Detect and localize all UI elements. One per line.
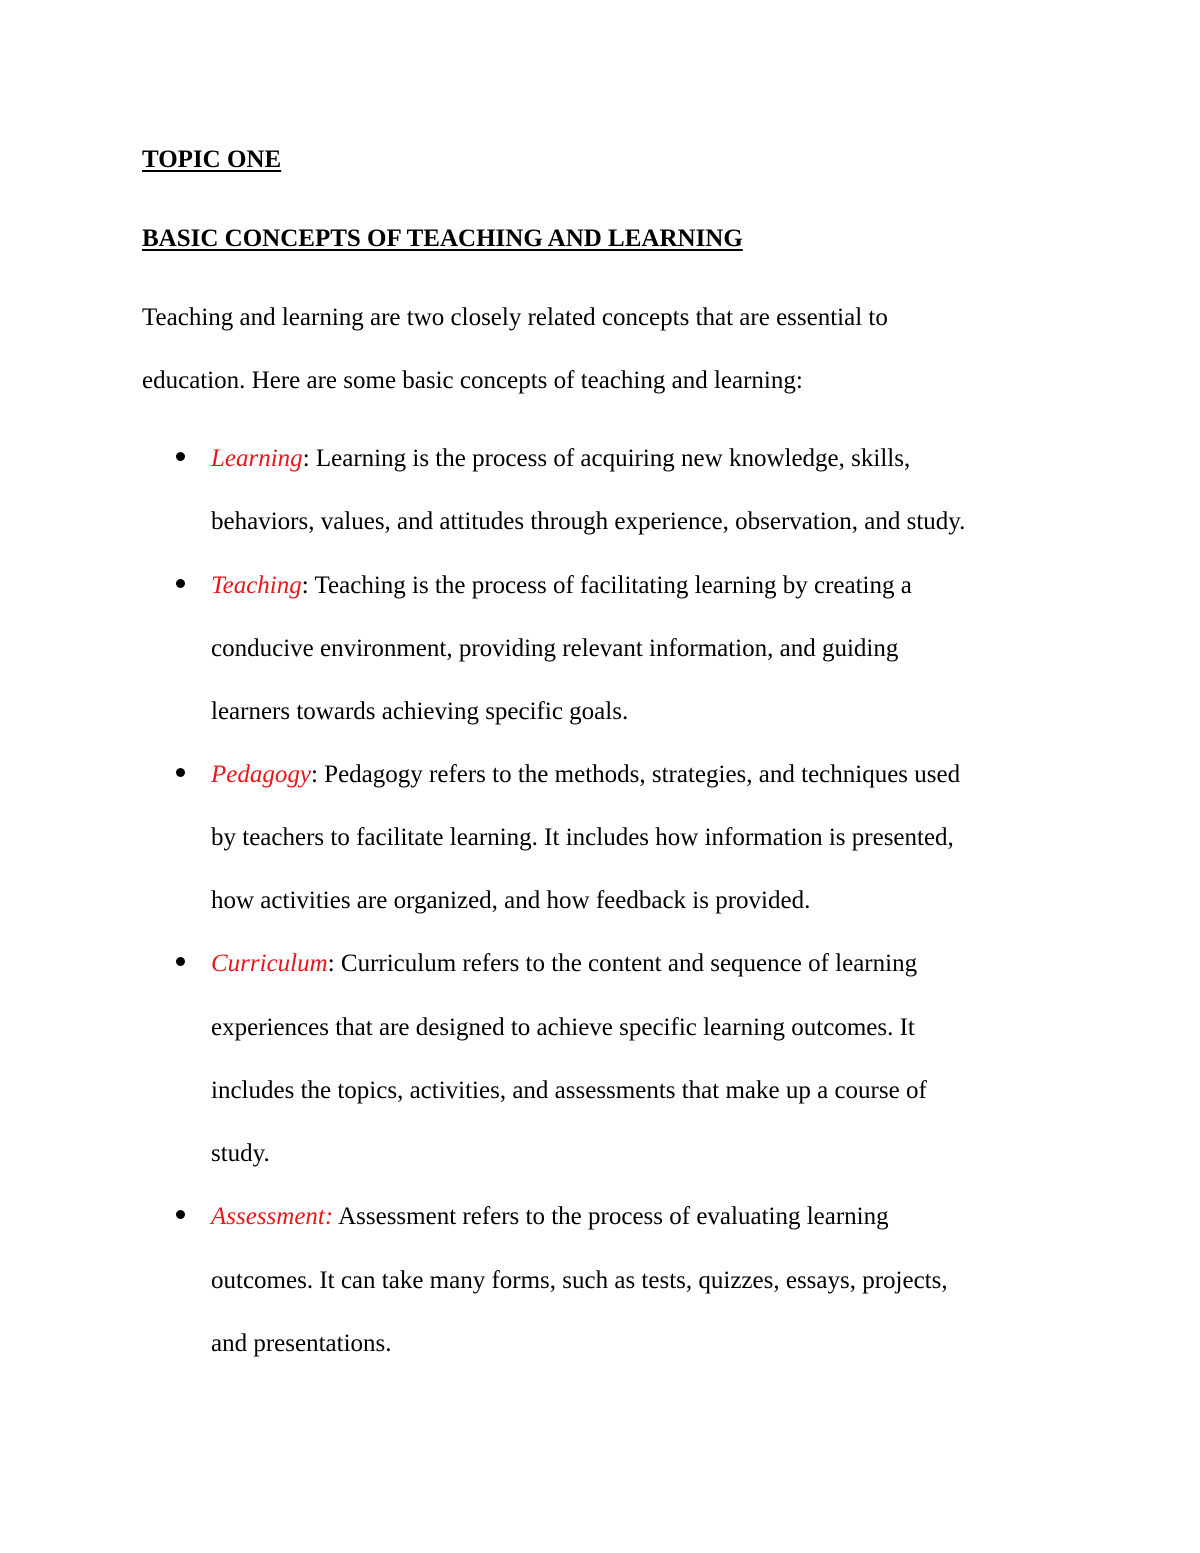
term-separator: : xyxy=(302,445,310,472)
section-heading: BASIC CONCEPTS OF TEACHING AND LEARNING xyxy=(142,225,743,252)
term-separator: : xyxy=(327,950,335,977)
term-learning: Learning xyxy=(211,445,303,472)
bullet-text: Teaching is the process of facilitating learning by creating a xyxy=(308,572,912,599)
term-assessment: Assessment xyxy=(211,1203,325,1230)
bullet-text: Learning is the process of acquiring new knowledge, skills, xyxy=(309,445,911,472)
term-separator: : xyxy=(310,761,318,788)
intro-line-1: Teaching and learning are two closely related concepts that are essential to xyxy=(142,304,888,331)
bullet-icon xyxy=(176,957,185,966)
bullet-curriculum-line-3: includes the topics, activities, and assessments that make up a course of xyxy=(211,1077,927,1104)
term-separator: : xyxy=(301,572,309,599)
bullet-icon xyxy=(176,579,185,588)
bullet-pedagogy-line-2: by teachers to facilitate learning. It includes how information is presented, xyxy=(211,824,954,851)
bullet-text: Curriculum refers to the content and sequence of learning xyxy=(334,950,918,977)
bullet-pedagogy-line-3: how activities are organized, and how feedback is provided. xyxy=(211,887,811,914)
bullet-curriculum-line-4: study. xyxy=(211,1140,270,1167)
bullet-learning-line-2: behaviors, values, and attitudes through experience, observation, and study. xyxy=(211,508,966,535)
bullet-assessment-line-3: and presentations. xyxy=(211,1330,392,1357)
topic-heading: TOPIC ONE xyxy=(142,146,282,173)
bullet-assessment-line-2: outcomes. It can take many forms, such as tests, quizzes, essays, projects, xyxy=(211,1267,948,1294)
bullet-curriculum-line-1 xyxy=(211,949,917,979)
bullet-pedagogy-line-1 xyxy=(211,760,960,790)
bullet-learning-line-1 xyxy=(211,444,910,474)
bullet-text: Assessment refers to the process of evaluating learning xyxy=(333,1203,889,1230)
bullet-curriculum-line-2: experiences that are designed to achieve specific learning outcomes. It xyxy=(211,1014,915,1041)
bullet-icon xyxy=(176,452,185,461)
bullet-teaching-line-3: learners towards achieving specific goals. xyxy=(211,698,629,725)
bullet-icon xyxy=(176,768,185,777)
bullet-text: Pedagogy refers to the methods, strategies, and techniques used xyxy=(317,761,961,788)
term-separator: : xyxy=(324,1203,334,1230)
bullet-teaching-line-1 xyxy=(211,571,912,601)
bullet-teaching-line-2: conducive environment, providing relevant information, and guiding xyxy=(211,635,899,662)
term-teaching: Teaching xyxy=(211,572,302,599)
term-pedagogy: Pedagogy xyxy=(211,761,311,788)
term-curriculum: Curriculum xyxy=(211,950,328,977)
bullet-icon xyxy=(176,1210,185,1219)
bullet-assessment-line-1 xyxy=(211,1202,889,1232)
intro-line-2: education. Here are some basic concepts of teaching and learning: xyxy=(142,367,803,394)
